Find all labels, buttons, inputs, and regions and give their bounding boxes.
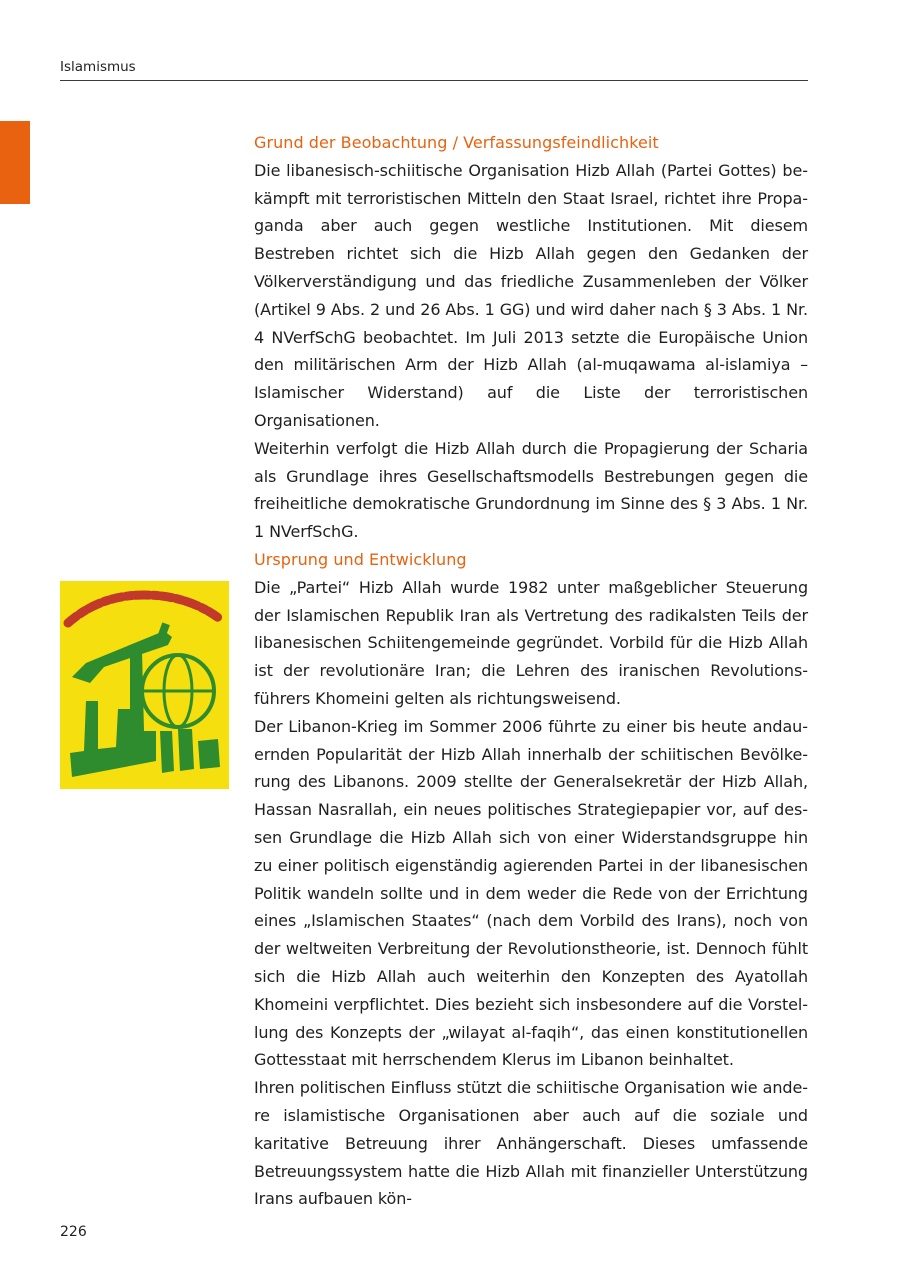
running-header-title: Islamismus — [60, 59, 136, 75]
header-divider — [60, 80, 808, 81]
paragraph: Ihren politischen Einfluss stützt die schiitische Organisation wie andere islamistische Organisationen aber auch auf die soziale und karitative Betreuung ihrer Anhängerschaft. Dieses umfassende Betreuungssystem hatte die Hizb Allah mit finanzieller Unterstützung Irans aufbauen kön- — [254, 1078, 808, 1209]
section-heading: Ursprung und Entwicklung — [254, 550, 467, 569]
paragraph: Die „Partei“ Hizb Allah wurde 1982 unter maßgeblicher Steuerung der Islamischen Republik Iran als Vertretung des radikalsten Teils der libanesischen Schiitengemeinde gegründet. Vorbild für die Hizb Allah ist der revolutionäre Iran; die Lehren des iranischen Revolutionsführers Khomeini gelten als richtungsweisend. — [254, 577, 808, 708]
hizb-allah-flag-icon — [60, 581, 229, 789]
page-number: 226 — [60, 1224, 87, 1240]
section-ursprung-und-entwicklung — [254, 546, 808, 1213]
paragraph: Weiterhin verfolgt die Hizb Allah durch die Propagierung der Scharia als Grundlage ihres Gesellschaftsmodells Bestrebungen gegen die freiheitliche demokratische Grundordnung im Sinne des § 3 Abs. 1 Nr. 1 NVerfSchG. — [254, 438, 808, 542]
section-grund-der-beobachtung — [254, 129, 808, 546]
paragraph: Der Libanon-Krieg im Sommer 2006 führte zu einer bis heute andauernden Popularität der Hizb Allah innerhalb der schiitischen Bevölkerung des Libanons. 2009 stellte der Generalsekretär der Hizb Allah, Hassan Nasrallah, ein neues politisches Strategiepapier vor, auf dessen Grundlage die Hizb Allah sich von einer Widerstandsgruppe hin zu einer politisch eigenständig agierenden Partei in der libanesischen Politik wandeln sollte und in dem weder die Rede von der Errichtung eines „Islamischen Staates“ (nach dem Vorbild des Irans), noch von der weltweiten Verbreitung der Revolutionstheorie, ist. Dennoch fühlt sich die Hizb Allah auch weiterhin den Konzepten des Ayatollah Khomeini verpflichtet. Dies bezieht sich insbesondere auf die Vorstellung des Konzepts der „wilayat al-faqih“, das einen konstitutionellen Gottesstaat mit herrschendem Klerus im Libanon beinhaltet. — [254, 716, 808, 1070]
paragraph: Die libanesisch-schiitische Organisation Hizb Allah (Partei Gottes) bekämpft mit terroristischen Mitteln den Staat Israel, richtet ihre Propaganda aber auch gegen westliche Institutionen. Mit diesem Bestreben richtet sich die Hizb Allah gegen den Gedanken der Völkerverständigung und das friedliche Zusammenleben der Völker (Artikel 9 Abs. 2 und 26 Abs. 1 GG) und wird daher nach § 3 Abs. 1 Nr. 4 NVerfSchG beobachtet. Im Juli 2013 setzte die Europäische Union den militärischen Arm der Hizb Allah (al-muqawama al-islamiya – Islamischer Widerstand) auf die Liste der terroristischen Organisationen. — [254, 160, 808, 430]
section-heading: Grund der Beobachtung / Verfassungsfeindlichkeit — [254, 133, 659, 152]
chapter-tab-marker — [0, 121, 30, 204]
